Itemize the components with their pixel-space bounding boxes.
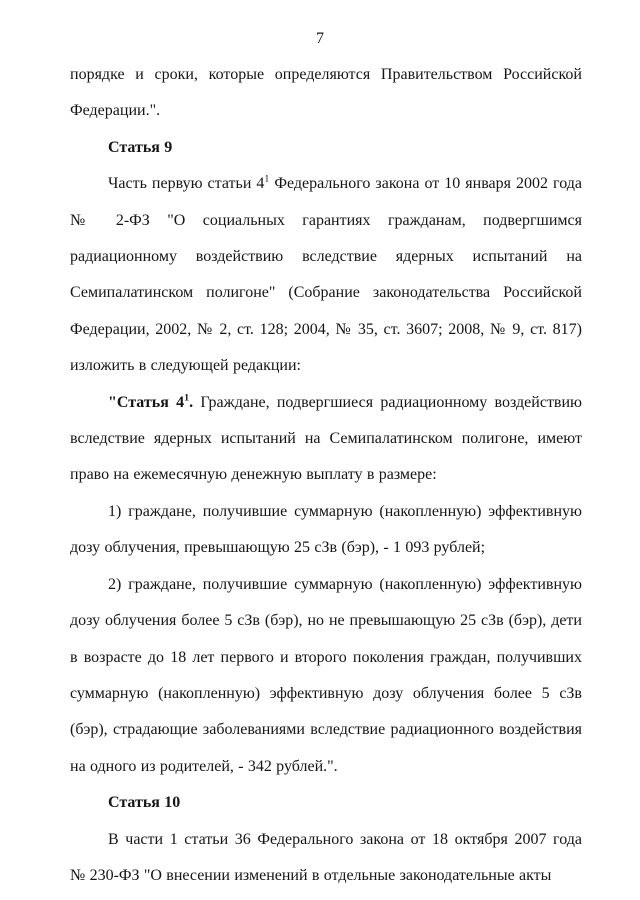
article-4-1-rest: Граждане, подвергшиеся радиационному воздействию вследствие ядерных испытаний на Семипалатинском полигоне, имеют право на ежемесячную денежную выплату в размере: (70, 393, 583, 484)
paragraph-clause-1: 1) граждане, получившие суммарную (накопленную) эффективную дозу облучения, превышающую 25 сЗв (бэр), - 1 093 рублей; (70, 502, 582, 557)
article-4-1-bold-dot: . (189, 393, 194, 411)
page-number: 7 (316, 30, 324, 47)
paragraph-amendment-intro (70, 166, 582, 384)
article-4-1-bold-title (108, 394, 193, 411)
superscript-1: 1 (184, 392, 190, 404)
paragraph-article-10-intro: В части 1 статьи 36 Федерального закона от 18 октября 2007 года № 230-ФЗ "О внесении изменений в отдельные законодательные акты (70, 830, 582, 884)
paragraph-clause-2: 2) граждане, получившие суммарную (накопленную) эффективную дозу облучения более 5 сЗв (бэр), но не превышающую 25 сЗв (бэр), дети в возрасте до 18 лет первого и второго поколения граждан, получивших суммарную (накопленную) эффективную дозу облучения более 5 сЗв (бэр), страдающие заболеваниями вследствие радиационного воздействия на одного из родителей, - 342 рублей.". (70, 575, 582, 775)
paragraph-article-4-1 (70, 385, 582, 494)
document-body (70, 57, 582, 894)
amendment-intro-prefix: Часть первую статьи 4 (108, 175, 265, 193)
article-4-1-bold-prefix: "Статья 4 (108, 393, 185, 411)
superscript-1: 1 (264, 173, 270, 185)
article-9-heading: Статья 9 (108, 138, 173, 156)
article-10-heading: Статья 10 (108, 794, 181, 812)
paragraph-continuation: порядке и сроки, которые определяются Правительством Российской Федерации.". (70, 66, 582, 120)
amendment-intro-rest: Федерального закона от 10 января 2002 года № 2-ФЗ "О социальных гарантиях гражданам, подвергшимся радиационному воздействию вследствие ядерных испытаний на Семипалатинском полигоне" (Собрание законодательства Российской Федерации, 2002, № 2, ст. 128; 2004, № 35, ст. 3607; 2008, № 9, ст. 817) изложить в следующей редакции: (70, 175, 583, 375)
